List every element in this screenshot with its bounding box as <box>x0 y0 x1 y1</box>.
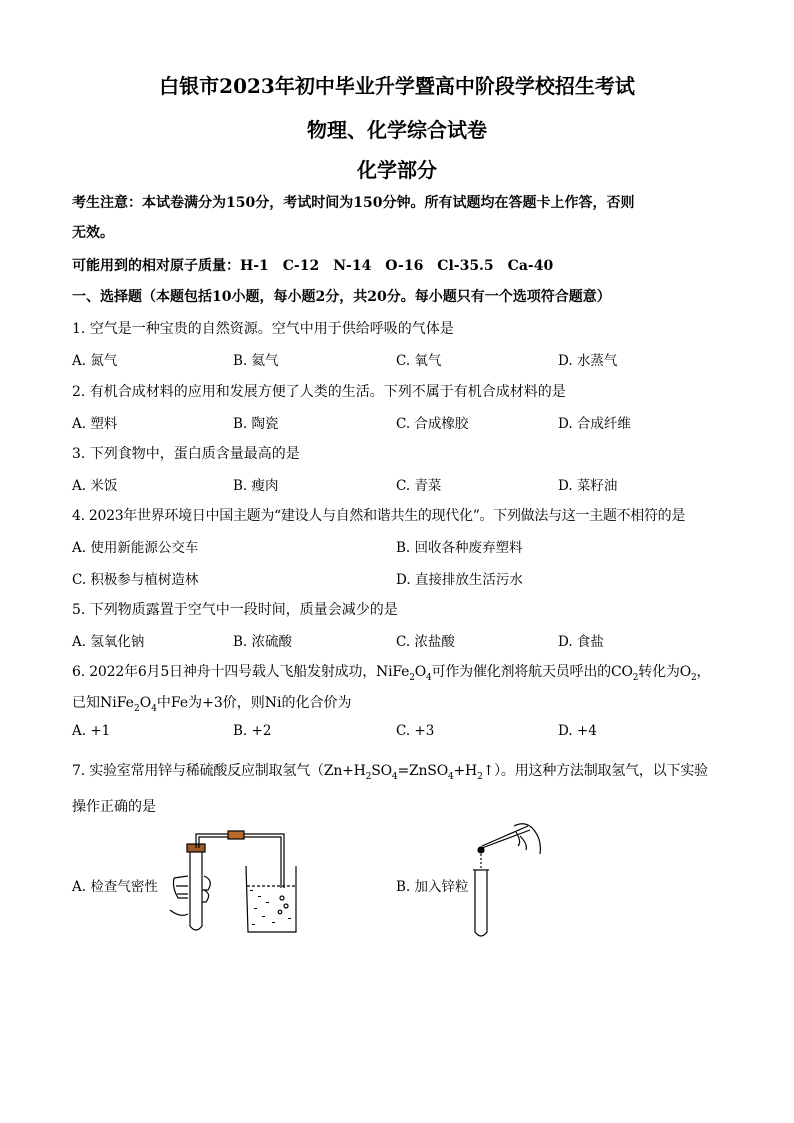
question-stem <box>72 760 708 782</box>
option-a: A. 检查气密性 <box>72 879 158 895</box>
subscript: 2 <box>477 771 483 782</box>
option-b: B. 浓硫酸 <box>233 634 293 650</box>
subscript: 2 <box>133 703 140 714</box>
exam-title: 白银市2023年初中毕业升学暨高中阶段学校招生考试 <box>159 74 635 98</box>
section-heading: 一、选择题（本题包括10小题，每小题2分，共20分。每小题只有一个选项符合题意） <box>72 289 611 305</box>
airtightness-check-figure <box>168 828 298 940</box>
option-a: A. 氮气 <box>72 353 118 369</box>
option-a: A. 米饭 <box>72 478 118 494</box>
notice-line-1: 考生注意：本试卷满分为150分，考试时间为150分钟。所有试题均在答题卡上作答，否则 <box>72 195 635 211</box>
question-stem <box>72 661 710 683</box>
option-b: B. 陶瓷 <box>233 416 279 432</box>
question-stem-line-2 <box>72 692 352 714</box>
add-zinc-granules-figure <box>470 820 550 942</box>
exam-subtitle: 物理、化学综合试卷 <box>307 118 487 142</box>
option-b: B. 氦气 <box>233 353 279 369</box>
stem-text: 已知NiFe <box>72 695 134 711</box>
option-c: C. +3 <box>396 723 435 739</box>
option-a: A. 塑料 <box>72 416 118 432</box>
section-part-title: 化学部分 <box>357 158 437 182</box>
question-stem: 3. 下列食物中，蛋白质含量最高的是 <box>72 446 300 462</box>
subscript: 4 <box>426 672 432 683</box>
question-stem-line-2: 操作正确的是 <box>72 799 156 815</box>
subscript: 2 <box>365 771 372 782</box>
stem-text: +H <box>453 763 478 779</box>
stem-text: 中Fe为+3价，则Ni的化合价为 <box>156 695 352 711</box>
option-c: C. 浓盐酸 <box>396 634 455 650</box>
option-c: C. 青菜 <box>396 478 442 494</box>
question-stem: 5. 下列物质露置于空气中一段时间，质量会减少的是 <box>72 602 398 618</box>
question-stem: 2. 有机合成材料的应用和发展方便了人类的生活。下列不属于有机合成材料的是 <box>72 384 566 400</box>
option-c: C. 积极参与植树造林 <box>72 572 199 588</box>
stem-text: O <box>139 695 152 711</box>
subscript: 2 <box>409 672 415 683</box>
option-d: D. 合成纤维 <box>558 416 631 432</box>
subscript: 4 <box>391 771 398 782</box>
stem-text: 转化为O <box>638 664 691 680</box>
stem-text: 6. 2022年6月5日神舟十四号载人飞船发射成功，NiFe <box>72 664 410 680</box>
subscript: 2 <box>632 672 639 683</box>
option-a: A. 氢氧化钠 <box>72 634 145 650</box>
subscript: 4 <box>447 771 454 782</box>
stem-text: ↑）。用这种方法制取氢气，以下实验 <box>482 763 708 779</box>
option-b: B. 加入锌粒 <box>396 879 469 895</box>
stem-text: =ZnSO <box>397 763 448 779</box>
option-d: D. 直接排放生活污水 <box>396 572 523 588</box>
option-d: D. 水蒸气 <box>558 353 618 369</box>
option-c: C. 合成橡胶 <box>396 416 469 432</box>
option-d: D. +4 <box>558 723 597 739</box>
option-a: A. +1 <box>72 723 111 739</box>
option-d: D. 菜籽油 <box>558 478 618 494</box>
atomic-masses: 可能用到的相对原子质量：H-1 C-12 N-14 O-16 Cl-35.5 Ca-40 <box>72 258 554 274</box>
option-b: B. 回收各种废弃塑料 <box>396 540 523 556</box>
stem-text: 可作为催化剂将航天员呼出的CO <box>431 664 633 680</box>
notice-line-2: 无效。 <box>72 225 114 241</box>
option-a: A. 使用新能源公交车 <box>72 540 199 556</box>
question-stem: 4. 2023年世界环境日中国主题为“建设人与自然和谐共生的现代化”。下列做法与这一主题不相符的是 <box>72 508 686 524</box>
option-b: B. +2 <box>233 723 272 739</box>
stem-text: SO <box>371 763 392 779</box>
stem-text: ， <box>696 664 711 680</box>
option-b: B. 瘦肉 <box>233 478 279 494</box>
question-stem: 1. 空气是一种宝贵的自然资源。空气中用于供给呼吸的气体是 <box>72 321 454 337</box>
option-d: D. 食盐 <box>558 634 604 650</box>
subscript: 2 <box>690 672 697 683</box>
stem-text: 7. 实验室常用锌与稀硫酸反应制取氢气（Zn+H <box>72 763 366 779</box>
stem-text: O <box>414 664 427 680</box>
subscript: 4 <box>151 703 157 714</box>
option-c: C. 氧气 <box>396 353 442 369</box>
